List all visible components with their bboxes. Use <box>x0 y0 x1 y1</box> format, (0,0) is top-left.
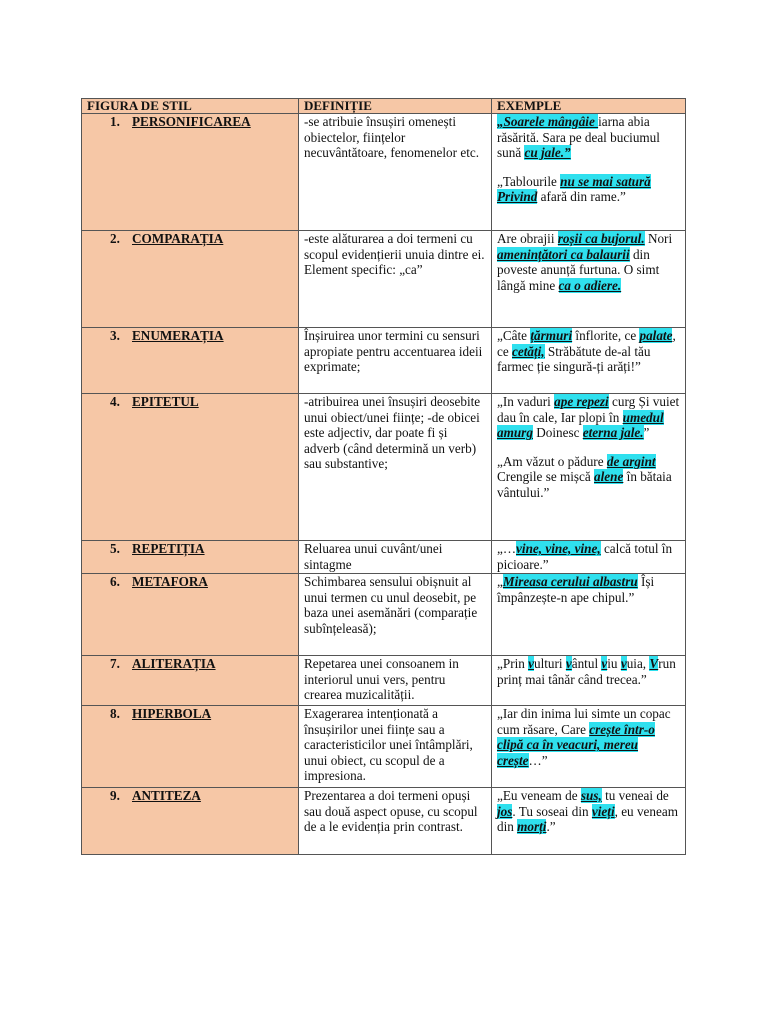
definition-cell <box>299 394 492 541</box>
figure-name-cell <box>82 541 299 574</box>
example-text: ântul <box>571 656 602 671</box>
highlighted-text: eterna jale. <box>582 425 644 441</box>
figure-number: 4. <box>110 394 120 409</box>
figure-name: ALITERAȚIA <box>132 656 216 671</box>
example-text: .” <box>546 819 556 835</box>
highlighted-text: palate <box>639 328 673 343</box>
highlighted-text: nu se mai satură Privind <box>497 173 651 205</box>
definition-text: Schimbarea sensului obișnuit al unui termen cu unul deosebit, pe baza unei asemănări (comparație subînțeleasă); <box>304 574 478 636</box>
definition-text: Înșiruirea unor termini cu sensuri apropiate pentru accentuarea ideii exprimate; <box>304 328 483 375</box>
header-exemple: EXEMPLE <box>492 99 686 114</box>
figure-number: 3. <box>110 328 120 343</box>
definition-text: Reluarea unui cuvânt/unei sintagme <box>304 541 443 572</box>
highlighted-text: umedul amurg <box>497 409 664 441</box>
figure-name-cell <box>82 788 299 855</box>
example-paragraph <box>497 394 680 441</box>
figure-name-cell <box>82 706 299 788</box>
definition-cell <box>299 706 492 788</box>
table-body <box>82 114 686 855</box>
definition-text: -se atribuie însușiri omenești obiectelor, ființelor necuvântătoare, fenomenelor etc. <box>304 114 480 161</box>
example-text: „Tablourile <box>497 173 561 189</box>
example-text: în bătaia vântului.” <box>497 469 672 500</box>
example-text: run prinț mai tânăr când trecea.” <box>497 656 676 687</box>
example-text: ulturi <box>534 656 566 671</box>
highlighted-text: sus, <box>580 788 602 803</box>
examples-cell <box>492 574 686 656</box>
example-paragraph <box>497 114 680 161</box>
figures-of-speech-table <box>81 98 686 855</box>
definition-cell <box>299 541 492 574</box>
highlighted-text: vine, vine, vine, <box>516 541 601 556</box>
example-paragraph <box>497 174 680 205</box>
figure-name: COMPARAȚIA <box>132 231 224 246</box>
figure-name: HIPERBOLA <box>132 706 212 721</box>
figure-name: REPETIȚIA <box>132 541 205 556</box>
highlighted-text: jos <box>497 803 513 819</box>
example-text: „Câte <box>497 328 531 343</box>
highlighted-text: v <box>565 656 572 671</box>
table-row <box>82 328 686 394</box>
example-text: înflorite, ce <box>572 328 640 343</box>
highlighted-text: amenințători ca balaurii <box>497 246 630 262</box>
highlighted-text: vieți <box>591 803 615 819</box>
highlighted-text: cu jale.” <box>524 145 571 161</box>
example-text: uia, <box>626 656 650 671</box>
figure-number: 8. <box>110 706 120 721</box>
example-text: „Eu veneam de <box>497 788 581 803</box>
example-paragraph <box>497 541 680 572</box>
table-header-row <box>82 99 686 114</box>
example-paragraph <box>497 788 680 835</box>
highlighted-text: morți <box>517 819 547 835</box>
table-row <box>82 541 686 574</box>
highlighted-text: ape repezi <box>554 394 609 409</box>
definition-cell <box>299 328 492 394</box>
example-text: , eu veneam din <box>497 803 678 835</box>
example-text: iarna abia răsărită. Sara pe deal buciumul sună <box>497 114 660 161</box>
figure-name-cell <box>82 231 299 328</box>
table-row <box>82 574 686 656</box>
highlighted-text: cetăți, <box>512 343 545 359</box>
example-text: , ce <box>497 328 676 359</box>
definition-cell <box>299 114 492 231</box>
figure-name: EPITETUL <box>132 394 199 409</box>
figure-name: METAFORA <box>132 574 208 589</box>
examples-cell <box>492 541 686 574</box>
figure-number: 6. <box>110 574 120 589</box>
example-text: „… <box>497 541 517 556</box>
figure-name-cell <box>82 656 299 706</box>
definition-cell <box>299 656 492 706</box>
examples-cell <box>492 394 686 541</box>
example-text: Străbătute de-al tău farmec ție singură-ți arăți!” <box>497 343 651 375</box>
header-figura: FIGURA DE STIL <box>82 99 299 114</box>
definition-cell <box>299 231 492 328</box>
highlighted-text: Mireasa cerului albastru <box>502 574 638 589</box>
table-row <box>82 788 686 855</box>
highlighted-text: crește într-o clipă ca în veacuri, mereu crește <box>497 721 655 768</box>
header-definitie: DEFINIȚIE <box>299 99 492 114</box>
example-paragraph <box>497 574 680 605</box>
example-text: Crengile se mișcă <box>497 469 595 485</box>
example-text: „Iar din inima lui simte un copac cum răsare, Care <box>497 706 671 737</box>
example-text: „In vaduri <box>497 394 555 409</box>
figure-name-cell <box>82 574 299 656</box>
table-row <box>82 114 686 231</box>
table-row <box>82 231 686 328</box>
example-text: curg Și vuiet dau în cale, Iar plopi în <box>497 394 680 425</box>
highlighted-text: v <box>601 656 608 671</box>
example-paragraph <box>497 656 680 687</box>
highlighted-text: roșii ca bujorul. <box>557 231 645 246</box>
highlighted-text: v <box>620 656 627 671</box>
table-row <box>82 656 686 706</box>
example-text: din poveste anunță furtuna. O simt lângă mine <box>497 246 660 293</box>
examples-cell <box>492 231 686 328</box>
examples-cell <box>492 114 686 231</box>
highlighted-text: alene <box>594 469 624 485</box>
highlighted-text: ca o adiere. <box>558 277 622 293</box>
definition-text: Repetarea unei consoanem in interiorul unui vers, pentru crearea muzicalității. <box>304 656 459 703</box>
definition-text: Exagerarea intenționată a însușirilor unei ființe sau a caracteristicilor unei întâmplări, unui obiect, cu scopul de a impresiona. <box>304 706 473 784</box>
example-paragraph <box>497 706 680 768</box>
examples-cell <box>492 656 686 706</box>
highlighted-text: v <box>528 656 534 671</box>
example-text: ” <box>643 425 650 441</box>
example-text: …” <box>528 752 548 768</box>
example-text: afară din rame.” <box>537 189 626 205</box>
example-text: Își împânzește-n ape chipul.” <box>497 574 655 605</box>
definition-cell <box>299 788 492 855</box>
figure-number: 7. <box>110 656 120 671</box>
figure-name-cell <box>82 328 299 394</box>
examples-cell <box>492 328 686 394</box>
definition-text: -este alăturarea a doi termeni cu scopul evidențierii unuia dintre ei. Element specific: „ca” <box>304 231 485 278</box>
example-text: „Am văzut o pădure <box>497 453 607 469</box>
highlighted-text: V <box>649 656 659 671</box>
definition-text: -atribuirea unei însușiri deosebite unui obiect/unei ființe; -de obicei este adjectiv, dar poate fi și adverb (când determină un verb) sau substantive; <box>304 394 481 472</box>
figure-number: 2. <box>110 231 120 246</box>
figure-number: 1. <box>110 114 120 129</box>
example-text: tu veneai de <box>601 788 669 803</box>
figure-name: PERSONIFICAREA <box>132 114 251 129</box>
definition-text: Prezentarea a doi termeni opuși sau două aspect opuse, cu scopul de a le evidenția prin contrast. <box>304 788 478 835</box>
figure-name: ENUMERAȚIA <box>132 328 224 343</box>
example-text: Nori <box>644 231 673 246</box>
definition-cell <box>299 574 492 656</box>
example-text: . Tu soseai din <box>512 803 592 819</box>
example-paragraph <box>497 328 680 375</box>
figure-number: 5. <box>110 541 120 556</box>
example-text: calcă totul în picioare.” <box>497 541 673 572</box>
example-text: Doinesc <box>532 425 583 441</box>
example-text: „ <box>497 574 503 589</box>
examples-cell <box>492 788 686 855</box>
figure-name: ANTITEZA <box>132 788 201 803</box>
table-row <box>82 394 686 541</box>
example-paragraph <box>497 231 680 293</box>
example-text: „Prin <box>497 656 529 671</box>
example-text: Are obrajii <box>497 231 558 246</box>
figure-name-cell <box>82 114 299 231</box>
figure-number: 9. <box>110 788 120 803</box>
highlighted-text: țărmuri <box>530 328 573 343</box>
example-paragraph <box>497 454 680 501</box>
examples-cell <box>492 706 686 788</box>
highlighted-text: de argint <box>606 453 656 469</box>
figure-name-cell <box>82 394 299 541</box>
example-text: iu <box>607 656 621 671</box>
table-row <box>82 706 686 788</box>
highlighted-text: „Soarele mângâie <box>497 114 599 129</box>
